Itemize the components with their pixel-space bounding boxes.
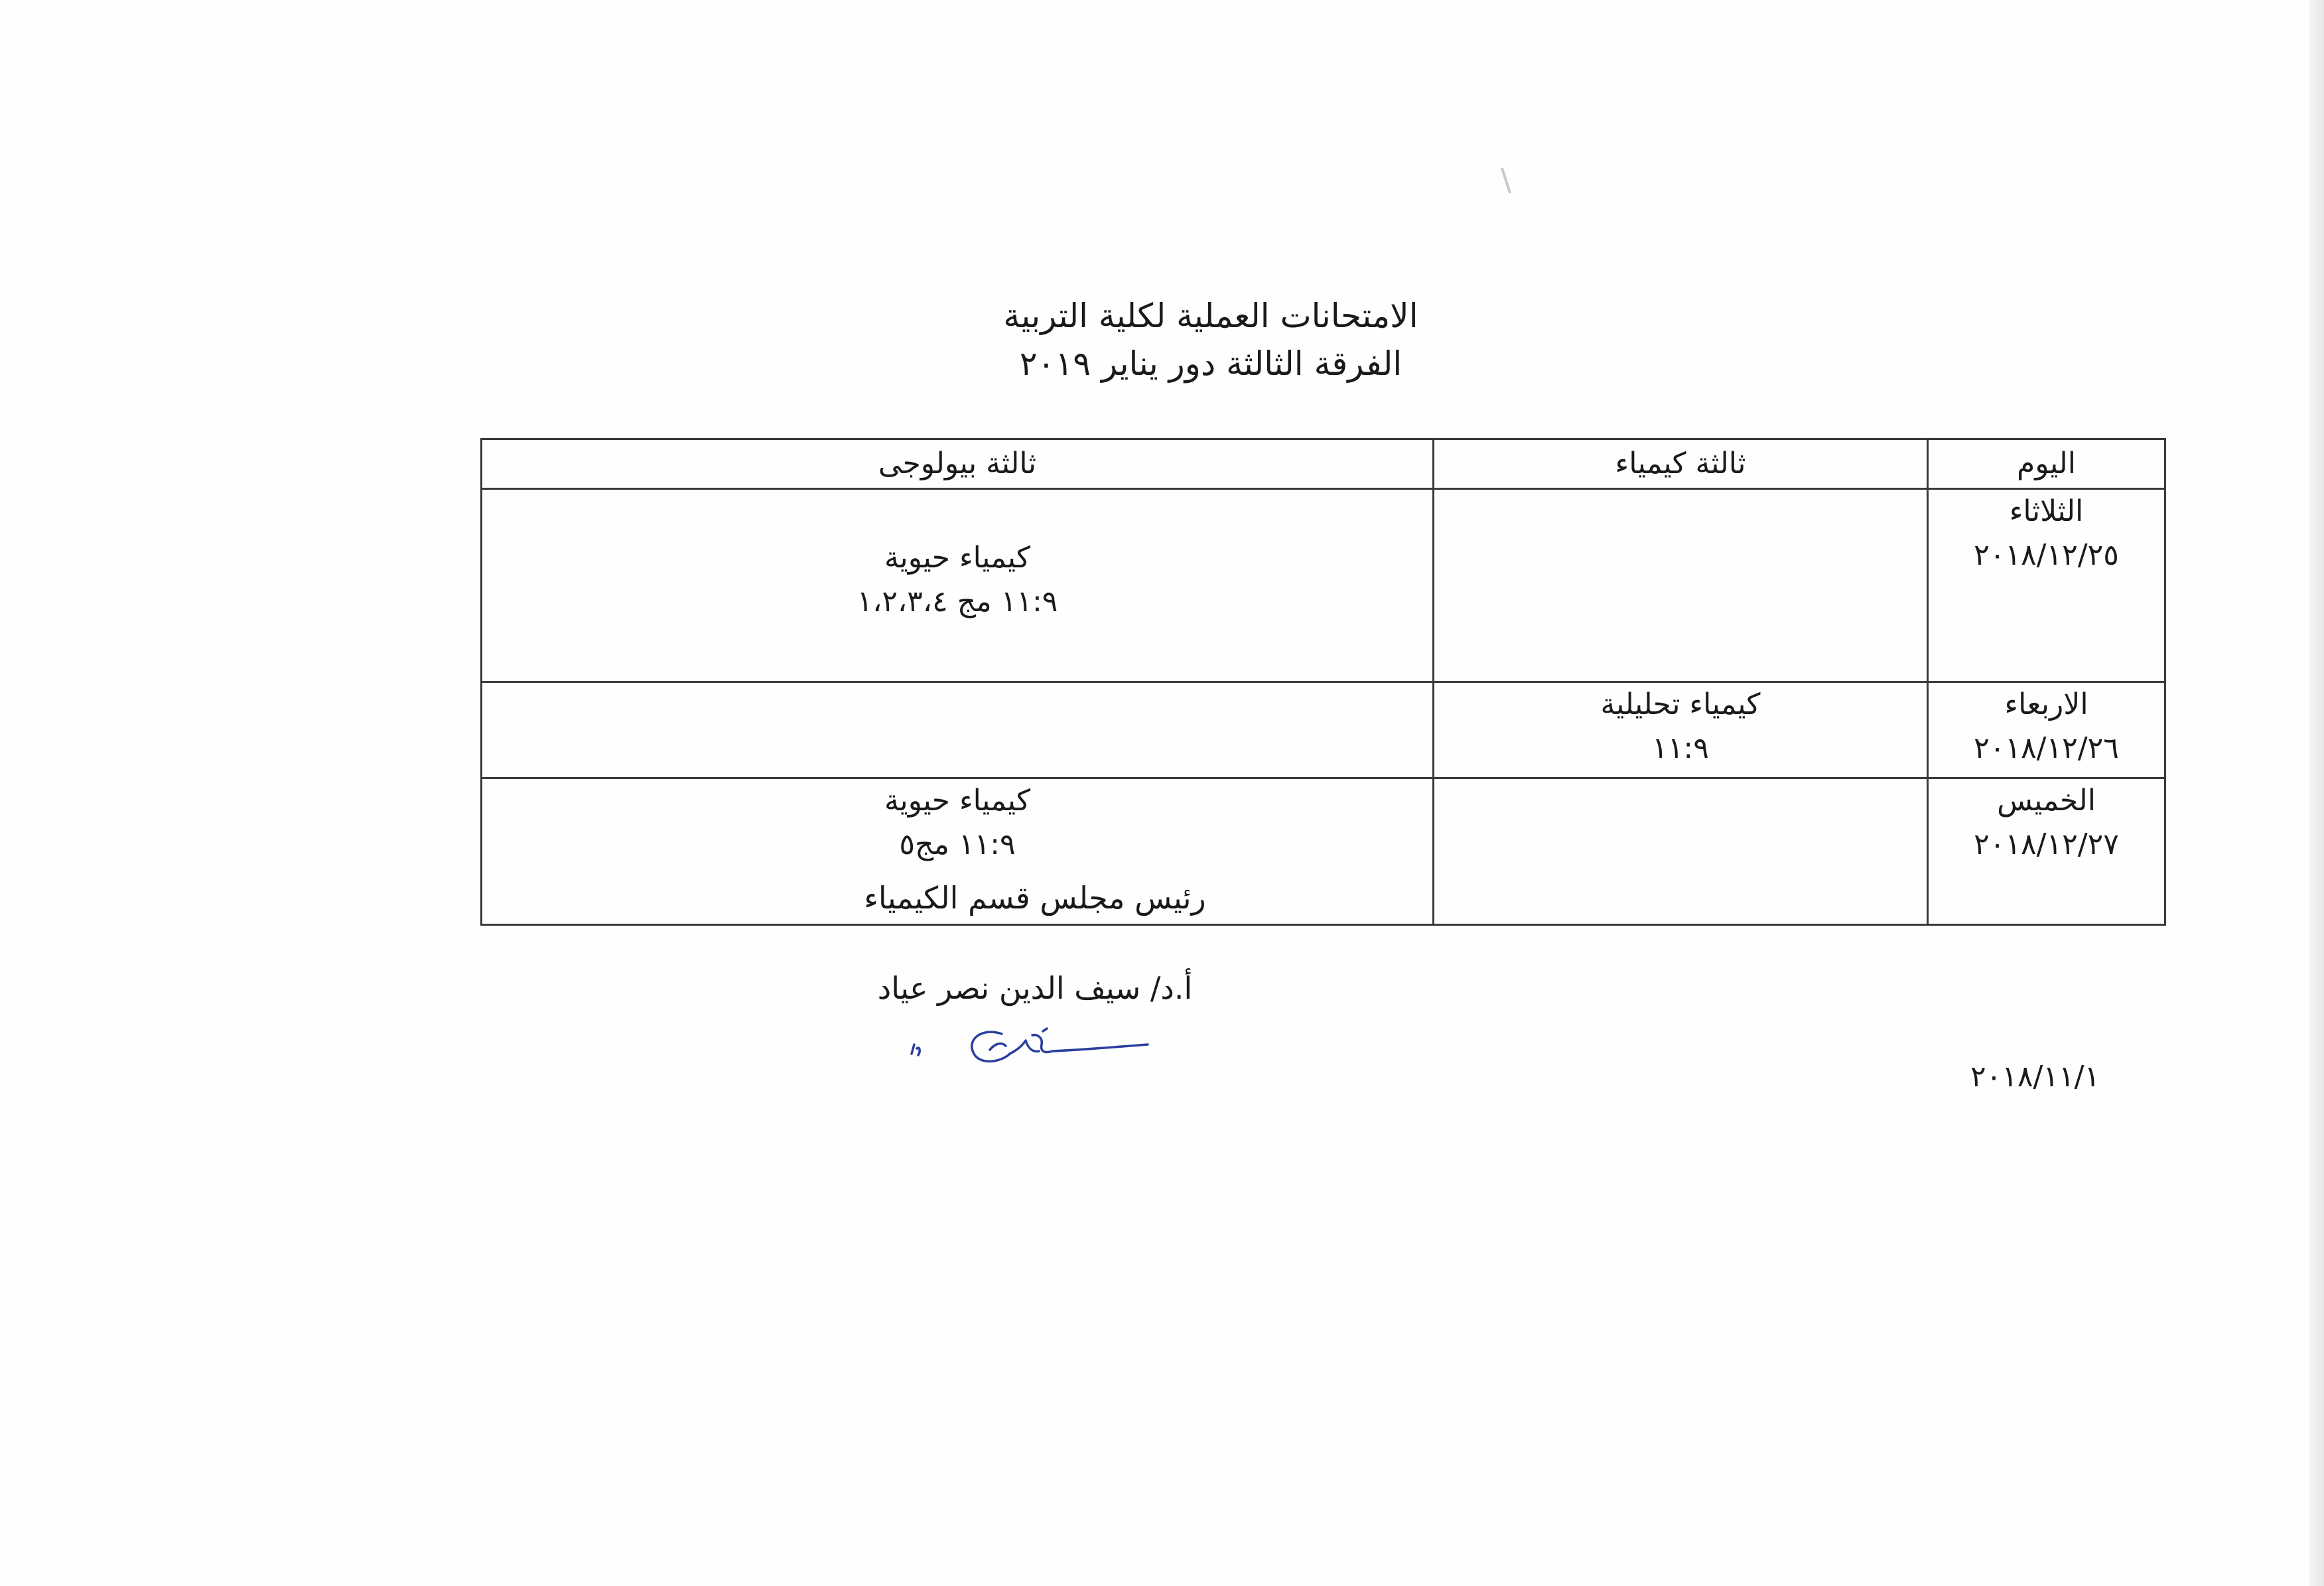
scan-speck xyxy=(1501,167,1511,193)
day-date: ٢٠١٨/١٢/٢٦ xyxy=(1974,731,2119,765)
title-block xyxy=(896,292,1526,388)
day-name: الاربعاء xyxy=(2004,687,2088,721)
day-date: ٢٠١٨/١٢/٢٥ xyxy=(1974,538,2119,572)
biology-subject: كيمياء حيوية xyxy=(884,784,1031,818)
scan-edge-shadow xyxy=(2309,0,2324,1586)
document-subtitle: الفرقة الثالثة دور يناير ٢٠١٩ xyxy=(1019,344,1402,383)
day-date: ٢٠١٨/١٢/٢٧ xyxy=(1974,828,2119,861)
chemistry-time: ١١:٩ xyxy=(1652,731,1709,765)
biology-subject: كيمياء حيوية xyxy=(884,541,1031,575)
signatory-title: رئيس مجلس قسم الكيمياء xyxy=(864,880,1206,916)
table-row xyxy=(482,778,2165,925)
column-header-biology: ثالثة بيولوجى xyxy=(482,439,1434,489)
column-header-chemistry: ثالثة كيمياء xyxy=(1434,439,1928,489)
biology-time: ١١:٩ مج٥ xyxy=(899,828,1016,861)
table-row xyxy=(482,489,2165,682)
biology-cell xyxy=(482,489,1434,682)
day-cell xyxy=(1928,489,2165,682)
day-name: الثلاثاء xyxy=(2009,494,2084,528)
biology-cell xyxy=(482,682,1434,778)
document-title: الامتحانات العملية لكلية التربية xyxy=(1003,297,1418,335)
signature-block xyxy=(796,875,1274,1011)
chemistry-cell xyxy=(1434,778,1928,925)
handwritten-signature xyxy=(902,1015,1154,1075)
chemistry-subject: كيمياء تحليلية xyxy=(1600,687,1761,721)
day-cell xyxy=(1928,682,2165,778)
column-header-day: اليوم xyxy=(1928,439,2165,489)
day-cell xyxy=(1928,778,2165,925)
signatory-name: أ.د/ سيف الدين نصر عياد xyxy=(877,970,1193,1006)
day-name: الخميس xyxy=(1997,784,2096,818)
table-header-row xyxy=(482,439,2165,489)
document-date: ٢٠١٨/١١/١ xyxy=(1970,1060,2100,1094)
biology-time: ١١:٩ مج ١،٢،٣،٤ xyxy=(856,585,1058,618)
exam-schedule-table xyxy=(480,438,2166,926)
chemistry-cell xyxy=(1434,682,1928,778)
chemistry-cell xyxy=(1434,489,1928,682)
table-row xyxy=(482,682,2165,778)
